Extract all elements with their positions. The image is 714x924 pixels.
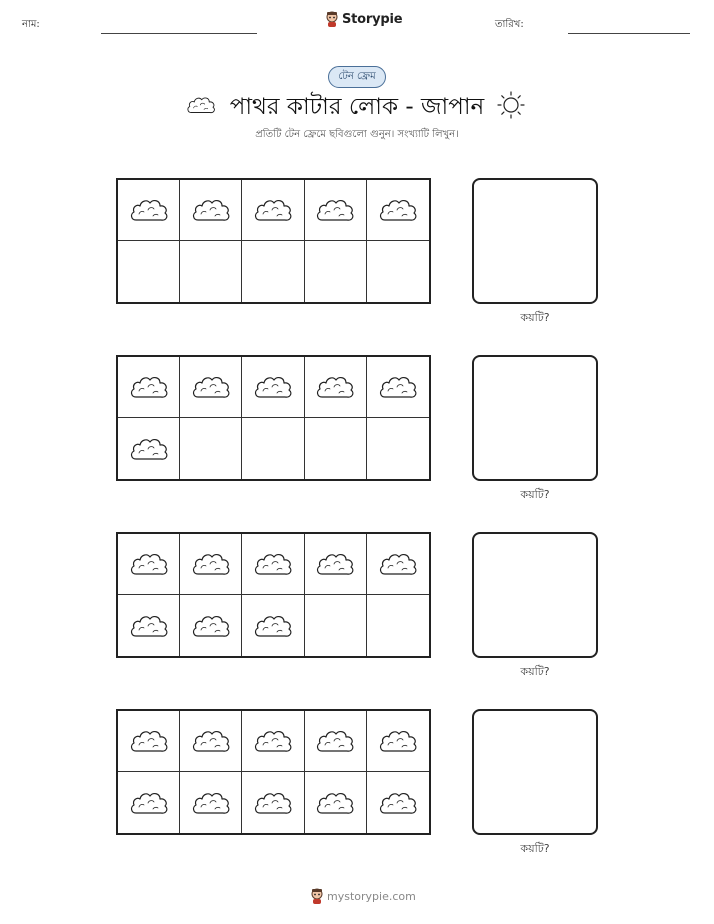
cloud-icon [315, 549, 355, 579]
ten-frame-cell [118, 772, 180, 833]
ten-frame-cell [180, 534, 242, 595]
ten-frame-cell [242, 534, 304, 595]
cloud-icon [378, 788, 418, 818]
cloud-icon [129, 195, 169, 225]
ten-frame-cell [118, 357, 180, 418]
page-title: পাথর কাটার লোক - জাপান [229, 94, 485, 120]
cloud-icon [253, 372, 293, 402]
ten-frame-cell [305, 241, 367, 302]
cloud-icon [315, 372, 355, 402]
answer-box[interactable] [472, 178, 598, 304]
cloud-icon [315, 726, 355, 756]
cloud-icon [191, 549, 231, 579]
ten-frame-cell [180, 241, 242, 302]
cloud-icon [378, 372, 418, 402]
cloud-icon [129, 549, 169, 579]
cloud-icon [315, 788, 355, 818]
ten-frame-cell [305, 711, 367, 772]
ten-frame-cell [305, 534, 367, 595]
date-label: তারিখ: [495, 19, 524, 30]
ten-frame-cell [242, 357, 304, 418]
ten-frame-cell [305, 418, 367, 479]
cloud-icon [315, 195, 355, 225]
ten-frame-cell [118, 180, 180, 241]
ten-frame-cell [242, 595, 304, 656]
ten-frame-cell [180, 772, 242, 833]
answer-label: কয়টি? [520, 488, 550, 501]
ten-frame-cell [118, 418, 180, 479]
ten-frame-cell [242, 241, 304, 302]
mascot-icon [325, 11, 339, 27]
logo-text: Storypie [342, 11, 403, 27]
answer-label: কয়টি? [520, 665, 550, 678]
ten-frame-cell [180, 595, 242, 656]
ten-frame-cell [180, 418, 242, 479]
ten-frame-cell [305, 772, 367, 833]
storypie-logo [325, 11, 402, 27]
ten-frame-cell [367, 357, 429, 418]
answer-label: কয়টি? [520, 842, 550, 855]
answer-label: কয়টি? [520, 311, 550, 324]
ten-frame-cell [242, 418, 304, 479]
name-label: নাম: [22, 19, 40, 30]
ten-frame-cell [242, 180, 304, 241]
cloud-icon [129, 611, 169, 641]
cloud-icon [253, 788, 293, 818]
answer-box[interactable] [472, 709, 598, 835]
cloud-icon [129, 434, 169, 464]
cloud-icon [191, 788, 231, 818]
ten-frame-cell [305, 595, 367, 656]
cloud-icon [253, 195, 293, 225]
topic-badge: টেন ফ্রেম [328, 66, 386, 88]
ten-frame-cell [180, 711, 242, 772]
ten-frame [116, 532, 431, 658]
ten-frame-cell [305, 180, 367, 241]
cloud-icon [129, 788, 169, 818]
cloud-icon [378, 195, 418, 225]
cloud-icon [378, 726, 418, 756]
ten-frame-cell [367, 418, 429, 479]
ten-frame-cell [118, 595, 180, 656]
cloud-icon [129, 726, 169, 756]
ten-frame-cell [118, 711, 180, 772]
date-field[interactable] [568, 33, 690, 34]
sun-icon [496, 90, 526, 120]
answer-box[interactable] [472, 355, 598, 481]
ten-frame-cell [367, 595, 429, 656]
cloud-icon [253, 611, 293, 641]
cloud-icon [378, 549, 418, 579]
ten-frame-cell [242, 772, 304, 833]
ten-frame [116, 355, 431, 481]
ten-frame-cell [367, 180, 429, 241]
footer-url: mystorypie.com [327, 889, 416, 903]
ten-frame-cell [242, 711, 304, 772]
ten-frame-cell [180, 357, 242, 418]
cloud-icon [129, 372, 169, 402]
cloud-icon [191, 372, 231, 402]
cloud-icon [253, 726, 293, 756]
cloud-icon [191, 195, 231, 225]
ten-frame-cell [367, 772, 429, 833]
ten-frame-cell [180, 180, 242, 241]
ten-frame-cell [367, 534, 429, 595]
ten-frame [116, 178, 431, 304]
name-field[interactable] [101, 33, 257, 34]
ten-frame-cell [367, 241, 429, 302]
cloud-icon [191, 611, 231, 641]
cloud-icon [253, 549, 293, 579]
answer-box[interactable] [472, 532, 598, 658]
ten-frame [116, 709, 431, 835]
ten-frame-cell [118, 241, 180, 302]
ten-frame-cell [305, 357, 367, 418]
mascot-icon [310, 888, 324, 904]
footer [310, 888, 416, 904]
ten-frame-cell [118, 534, 180, 595]
ten-frame-cell [367, 711, 429, 772]
instructions: প্রতিটি টেন ফ্রেমে ছবিগুলো গুনুন। সংখ্যাটি লিখুন। [255, 129, 459, 140]
cloud-icon [191, 726, 231, 756]
